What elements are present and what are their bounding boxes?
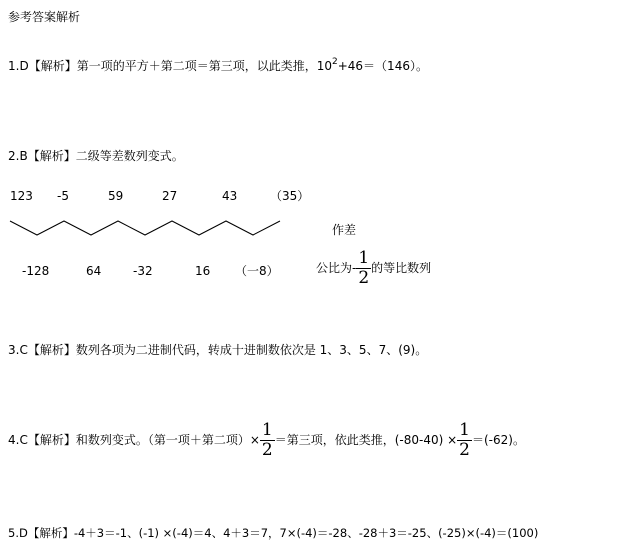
answer-5-number: 5.D (8, 526, 28, 540)
answer-4-fraction-half (260, 422, 275, 459)
answer-4-fraction-half-second (457, 422, 472, 459)
sequence-top-term: 123 (10, 189, 33, 203)
page-title: 参考答案解析 (8, 10, 81, 24)
fraction-denominator: 2 (358, 268, 370, 288)
answer-3-tag: 【解析】 (27, 343, 76, 357)
answer-5-text: -4＋3＝-1、(-1) ×(-4)＝4、4＋3＝7，7×(-4)＝-28、-28＋3＝-25、(-25)×(-4)＝(100) (73, 526, 539, 540)
sequence-top-term: 43 (222, 189, 238, 203)
answer-1-text: 第一项的平方＋第二项＝第三项，以此类推，10 (76, 59, 332, 73)
answer-4-number: 4.C (8, 433, 28, 447)
common-ratio-fraction (356, 250, 371, 287)
sequence-difference-term: -32 (133, 264, 153, 278)
sequence-difference-term: -128 (22, 264, 50, 278)
answer-2-text: 二级等差数列变式。 (75, 149, 184, 163)
common-ratio-note (316, 248, 431, 288)
answer-3-number: 3.C (8, 343, 28, 357)
fraction-numerator: 1 (459, 420, 470, 440)
fraction-denominator: 2 (459, 440, 470, 460)
answer-3-text: 数列各项为二进制代码，转成十进制数依次是 1、3、5、7、(9)。 (75, 343, 428, 357)
answer-1-exponent: 2 (332, 57, 338, 67)
sequence-top-term: 27 (162, 189, 178, 203)
answer-4-tag: 【解析】 (27, 433, 76, 447)
answer-4-text: 和数列变式。（第一项＋第二项）× (75, 433, 260, 447)
answer-1-number: 1.D (8, 59, 29, 73)
sequence-difference-term: （一8） (235, 264, 279, 278)
common-ratio-prefix: 公比为- (316, 261, 357, 275)
answer-4-text-middle: ＝第三项，依此类推，(-80-40) × (274, 433, 458, 447)
sequence-top-term: （35） (270, 189, 310, 203)
fraction-denominator: 2 (261, 440, 273, 460)
sequence-difference-term: 64 (86, 264, 102, 278)
answer-4 (8, 418, 525, 462)
answer-4-text-end: ＝(-62)。 (472, 433, 525, 447)
sequence-top-term: 59 (108, 189, 124, 203)
answer-5-tag: 【解析】 (27, 526, 74, 540)
difference-label: 作差 (332, 223, 357, 237)
sequence-difference-term: 16 (195, 264, 211, 278)
answer-3 (8, 343, 427, 357)
answer-2-tag: 【解析】 (27, 149, 76, 163)
answer-2-number: 2.B (8, 149, 28, 163)
common-ratio-suffix: 的等比数列 (371, 261, 432, 275)
fraction-numerator: 1 (261, 420, 273, 440)
answer-1-tag: 【解析】 (28, 59, 77, 73)
sequence-top-term: -5 (57, 189, 69, 203)
answer-5 (8, 526, 538, 540)
answer-1-text-end: +46＝（146）。 (337, 59, 428, 73)
fraction-numerator: 1 (358, 248, 370, 268)
